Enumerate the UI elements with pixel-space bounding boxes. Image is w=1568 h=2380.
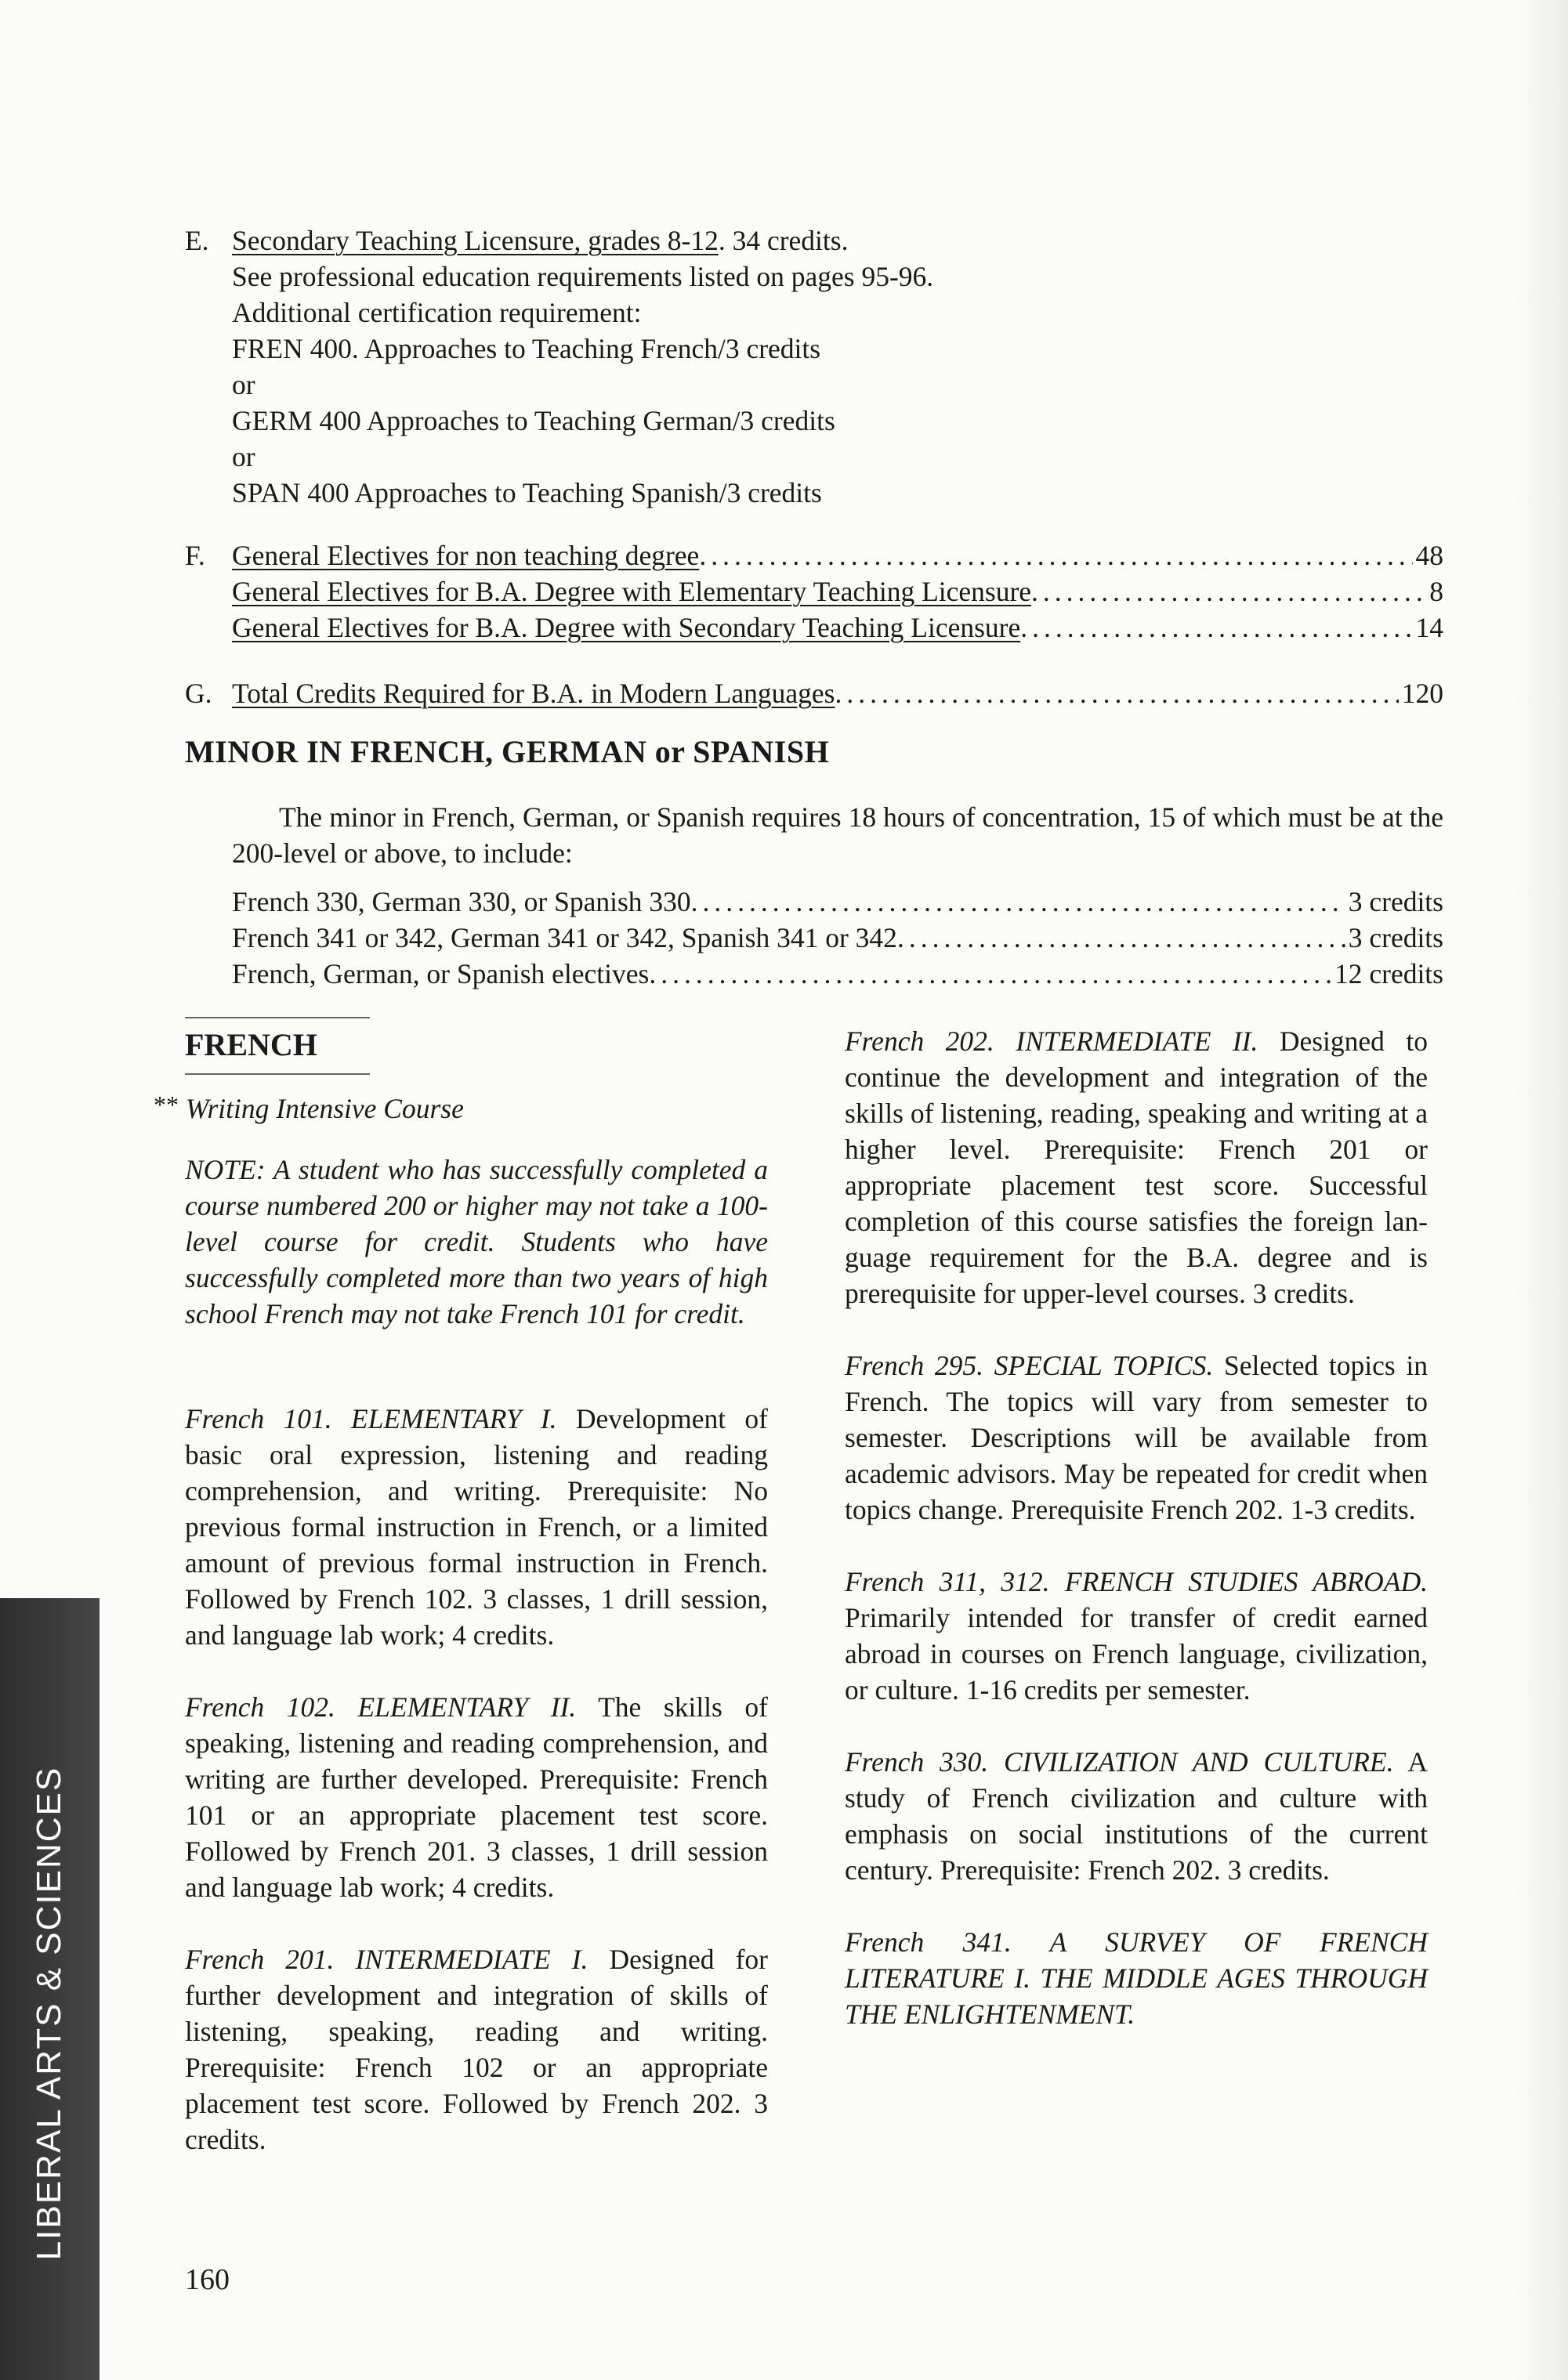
section-e-line: or — [232, 369, 255, 400]
elective-label: General Electives for non teaching degree — [232, 540, 700, 571]
course-title: French 102. ELEMENTARY II. — [185, 1691, 577, 1723]
minor-requirement-credits: 12 credits — [1334, 958, 1443, 989]
course-entry — [185, 1401, 768, 1653]
course-title: French 330. CIVILIZATION AND CULTURE. — [845, 1746, 1394, 1778]
course-entry — [845, 1023, 1428, 1311]
minor-requirement-row — [232, 884, 1443, 920]
section-g-label: G. — [185, 678, 212, 709]
section-e-heading-suffix: . 34 credits. — [718, 225, 849, 256]
course-entry — [185, 1689, 768, 1905]
course-title: French 311, 312. FRENCH STUDIES ABROAD. — [845, 1566, 1428, 1597]
total-credits-value: 120 — [1401, 678, 1443, 709]
french-note: NOTE: A student who has successfully completed a course numbered 200 or higher may not take a 100-level course for credit. Students who have successfully completed more than two years of high school French may not take French 101 for credit. — [185, 1154, 768, 1329]
minor-requirement-label: French, German, or Spanish electives — [232, 958, 650, 989]
total-credits-row — [232, 675, 1443, 711]
section-e-line: Additional certification requirement: — [232, 297, 642, 328]
minor-heading: MINOR IN FRENCH, GERMAN or SPANISH — [185, 734, 830, 769]
course-description: Designed to continue the development and integration of the skills of listening, reading, speaking and writing at a higher level. Prerequisite: French 201 or appropriate placement test score. Successful completion of this course satisfies the foreign language requirement for the B.A. degree and is prerequisite for upper-level courses. 3 credits. — [845, 1025, 1429, 1309]
page-edge-shadow — [1513, 0, 1568, 2380]
section-e-line: GERM 400 Approaches to Teaching German/3 credits — [232, 405, 835, 436]
elective-credits: 48 — [1415, 540, 1443, 571]
elective-row — [232, 573, 1443, 609]
elective-row — [232, 537, 1443, 573]
course-description: Selected topics in French. The topics will vary from semester to semester. Descriptions will be available from academic advisors. May be repeated for credit when topics change. Prerequisite French 202. 1-3 credits. — [845, 1350, 1429, 1525]
minor-requirement-row — [232, 956, 1443, 992]
left-course-column — [185, 1401, 768, 2194]
course-entry — [845, 1564, 1428, 1708]
course-entry — [845, 1347, 1428, 1528]
course-description: Designed for further development and integration of skills of listening, speaking, reading and writing. Prerequisite: French 102 or an appropriate placement test score. Followed by French 202. 3 credits. — [185, 1944, 768, 2155]
course-description: The skills of speaking, listening and reading comprehension, and writing are further developed. Prerequisite: French 101 or an appropriate placement test score. Followed by French 201. 3 classes, 1 drill session and language lab work; 4 credits. — [185, 1691, 769, 1903]
section-e-label: E. — [185, 225, 209, 256]
course-description: A study of French civilization and culture with emphasis on social institutions of the current century. Prerequisite: French 202. 3 credits. — [845, 1746, 1429, 1886]
section-f-label: F. — [185, 540, 205, 571]
minor-requirement-label: French 341 or 342, German 341 or 342, Spanish 341 or 342 — [232, 922, 897, 953]
course-description: Primarily intended for transfer of credit earned abroad in courses on French language, civilization, or culture. 1-16 credits per semester. — [845, 1602, 1428, 1705]
elective-row — [232, 609, 1443, 646]
writing-intensive-legend — [154, 1091, 464, 1125]
course-title: French 101. ELEMENTARY I. — [185, 1403, 557, 1434]
page-number: 160 — [185, 2263, 230, 2296]
writing-intensive-stars: ** — [154, 1091, 179, 1119]
french-title-rule-bottom — [185, 1073, 370, 1075]
minor-requirement-credits: 3 credits — [1348, 886, 1443, 917]
section-e-heading — [232, 222, 848, 259]
section-e-line: or — [232, 441, 255, 472]
minor-requirement-credits: 3 credits — [1348, 922, 1443, 953]
side-tab-label: LIBERAL ARTS & SCIENCES — [30, 1766, 68, 2261]
elective-label: General Electives for B.A. Degree with Secondary Teaching Licensure — [232, 612, 1021, 643]
course-title: French 202. INTERMEDIATE II. — [845, 1025, 1258, 1057]
total-credits-label: Total Credits Required for B.A. in Modern Languages — [232, 678, 835, 709]
writing-intensive-label: Writing Intensive Course — [185, 1093, 464, 1124]
course-description: Development of basic oral expression, listening and reading comprehension, and writing. Prerequisite: No previous formal instruction in French, or a limited amount of previous formal instruction in French. Followed by French 102. 3 classes, 1 drill session, and language lab work; 4 credits. — [185, 1403, 768, 1651]
course-title: French 201. INTERMEDIATE I. — [185, 1944, 588, 1975]
course-entry — [185, 1941, 768, 2158]
section-e-line: FREN 400. Approaches to Teaching French/3 credits — [232, 333, 821, 364]
course-title: French 295. SPECIAL TOPICS. — [845, 1350, 1214, 1381]
minor-intro: The minor in French, German, or Spanish requires 18 hours of concentration, 15 of which must be at the 200-level or above, to include: — [232, 801, 1443, 869]
elective-label: General Electives for B.A. Degree with Elementary Teaching Licensure — [232, 576, 1032, 607]
section-e-heading-text: Secondary Teaching Licensure, grades 8-12 — [232, 225, 719, 256]
minor-requirement-row — [232, 920, 1443, 956]
section-e-line: SPAN 400 Approaches to Teaching Spanish/3 credits — [232, 477, 822, 508]
french-section-title: FRENCH — [185, 1027, 317, 1062]
minor-requirement-label: French 330, German 330, or Spanish 330 — [232, 886, 691, 917]
french-title-rule-top — [185, 1017, 370, 1018]
course-title: French 341. A SURVEY OF FRENCH LITERATURE I. THE MIDDLE AGES THROUGH THE ENLIGHTENMENT. — [845, 1926, 1428, 2030]
course-entry — [845, 1744, 1428, 1888]
elective-credits: 14 — [1415, 612, 1443, 643]
elective-credits: 8 — [1429, 576, 1443, 607]
section-e-line: See professional education requirements listed on pages 95-96. — [232, 261, 934, 292]
right-course-column — [845, 1023, 1428, 2068]
course-entry — [845, 1924, 1428, 2032]
